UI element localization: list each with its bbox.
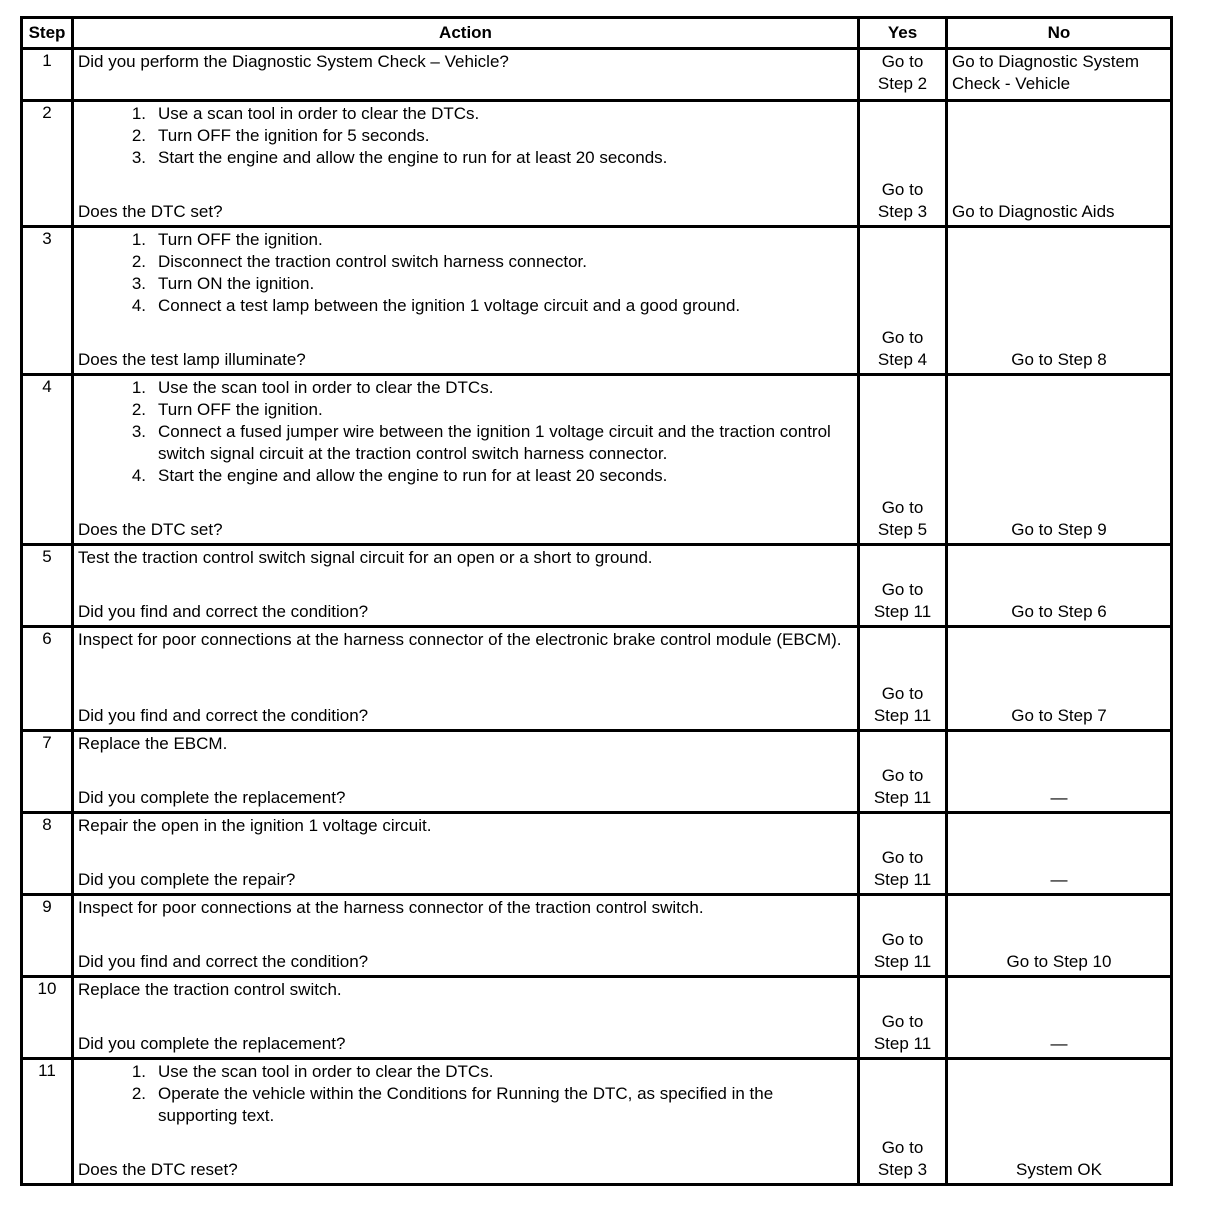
diagnostic-table [20, 16, 1173, 1186]
table-row [22, 1059, 1172, 1185]
table-row [22, 375, 1172, 545]
yes-text: Go to [881, 180, 924, 199]
action-question: Did you complete the replacement? [78, 1034, 346, 1053]
step-number: 6 [22, 627, 73, 731]
action-cell [73, 545, 859, 627]
table-row [22, 813, 1172, 895]
action-cell [73, 813, 859, 895]
no-text: System OK [1016, 1160, 1102, 1179]
list-item [78, 1061, 853, 1083]
action-text: Replace the EBCM. [78, 734, 228, 753]
step-number: 3 [22, 227, 73, 375]
no-text: Go to Step 10 [1006, 952, 1112, 971]
no-cell [947, 545, 1172, 627]
no-cell [947, 1059, 1172, 1185]
yes-cell [859, 1059, 947, 1185]
list-item-number: 4. [131, 296, 146, 315]
yes-cell [859, 375, 947, 545]
list-item-number: 1. [131, 378, 146, 397]
action-cell [73, 101, 859, 227]
header-action: Action [73, 18, 859, 49]
yes-text: Step 11 [873, 706, 932, 725]
list-item [78, 399, 853, 421]
list-item-text: Connect a test lamp between the ignition 1 voltage circuit and a good ground. [158, 296, 741, 315]
list-item-number: 2. [131, 400, 146, 419]
yes-text: Step 3 [877, 1160, 928, 1179]
yes-text: Step 11 [873, 870, 932, 889]
yes-text: Go to [881, 766, 924, 785]
list-item-text: Operate the vehicle within the Conditions for Running the DTC, as specified in the supporting text. [158, 1084, 774, 1125]
yes-cell [859, 627, 947, 731]
list-item-number: 3. [131, 148, 146, 167]
list-item-number: 3. [131, 274, 146, 293]
yes-text: Step 11 [873, 788, 932, 807]
yes-text: Go to [881, 580, 924, 599]
yes-text: Go to [881, 52, 924, 71]
action-text: Test the traction control switch signal circuit for an open or a short to ground. [78, 548, 653, 567]
list-item [78, 295, 853, 317]
list-item-number: 1. [131, 230, 146, 249]
list-item-text: Use the scan tool in order to clear the DTCs. [158, 1062, 494, 1081]
yes-cell [859, 227, 947, 375]
no-text: Go to Diagnostic Aids [952, 202, 1115, 221]
header-no: No [947, 18, 1172, 49]
yes-text: Go to [881, 328, 924, 347]
yes-text: Step 11 [873, 1034, 932, 1053]
step-number: 8 [22, 813, 73, 895]
list-item-text: Start the engine and allow the engine to run for at least 20 seconds. [158, 148, 668, 167]
no-text: Go to Step 8 [1011, 350, 1107, 369]
action-cell [73, 977, 859, 1059]
action-question: Did you complete the replacement? [78, 788, 346, 807]
no-text: Go to Diagnostic System [952, 52, 1140, 71]
list-item [78, 465, 853, 487]
yes-text: Go to [881, 1012, 924, 1031]
no-cell [947, 731, 1172, 813]
no-cell [947, 49, 1172, 101]
action-cell [73, 227, 859, 375]
step-number: 10 [22, 977, 73, 1059]
table-row [22, 627, 1172, 731]
list-item-number: 4. [131, 466, 146, 485]
action-question: Does the DTC reset? [78, 1160, 238, 1179]
list-item [78, 147, 853, 169]
step-number: 7 [22, 731, 73, 813]
yes-text: Step 11 [873, 952, 932, 971]
step-number: 11 [22, 1059, 73, 1185]
yes-text: Step 11 [873, 602, 932, 621]
action-steps-list [78, 1061, 853, 1127]
list-item [78, 1083, 853, 1127]
action-cell [73, 375, 859, 545]
yes-text: Go to [881, 498, 924, 517]
action-cell [73, 627, 859, 731]
no-text: — [1050, 870, 1068, 889]
list-item-number: 3. [131, 422, 146, 441]
list-item-number: 1. [131, 104, 146, 123]
action-question: Does the test lamp illuminate? [78, 350, 306, 369]
header-step: Step [22, 18, 73, 49]
header-row [22, 18, 1172, 49]
action-cell [73, 731, 859, 813]
step-number: 9 [22, 895, 73, 977]
no-cell [947, 227, 1172, 375]
list-item [78, 229, 853, 251]
action-cell [73, 895, 859, 977]
list-item-number: 2. [131, 1084, 146, 1103]
yes-text: Step 5 [877, 520, 928, 539]
header-yes: Yes [859, 18, 947, 49]
list-item-text: Connect a fused jumper wire between the ignition 1 voltage circuit and the traction control switch signal circuit at the traction control switch harness connector. [158, 422, 831, 463]
no-text: Go to Step 9 [1011, 520, 1107, 539]
action-steps-list [78, 377, 853, 487]
yes-text: Go to [881, 684, 924, 703]
list-item-text: Use a scan tool in order to clear the DTCs. [158, 104, 480, 123]
yes-text: Go to [881, 848, 924, 867]
no-text: Go to Step 6 [1011, 602, 1107, 621]
action-question: Does the DTC set? [78, 520, 223, 539]
no-cell [947, 101, 1172, 227]
yes-text: Go to [881, 930, 924, 949]
list-item-number: 1. [131, 1062, 146, 1081]
action-question: Did you complete the repair? [78, 870, 296, 889]
list-item-text: Start the engine and allow the engine to run for at least 20 seconds. [158, 466, 668, 485]
list-item-text: Turn OFF the ignition for 5 seconds. [158, 126, 430, 145]
list-item-text: Disconnect the traction control switch harness connector. [158, 252, 587, 271]
no-cell [947, 895, 1172, 977]
action-cell [73, 1059, 859, 1185]
table-row [22, 227, 1172, 375]
yes-cell [859, 545, 947, 627]
table-row [22, 49, 1172, 101]
action-text: Inspect for poor connections at the harness connector of the traction control switch. [78, 898, 704, 917]
no-text: — [1050, 788, 1068, 807]
table-row [22, 731, 1172, 813]
list-item [78, 273, 853, 295]
table-row [22, 101, 1172, 227]
action-text: Replace the traction control switch. [78, 980, 342, 999]
no-text: Check - Vehicle [952, 74, 1071, 93]
no-text: — [1050, 1034, 1068, 1053]
list-item-text: Turn ON the ignition. [158, 274, 315, 293]
action-question: Does the DTC set? [78, 202, 223, 221]
list-item-number: 2. [131, 252, 146, 271]
yes-text: Go to [881, 1138, 924, 1157]
no-text: Go to Step 7 [1011, 706, 1107, 725]
action-steps-list [78, 103, 853, 169]
list-item [78, 251, 853, 273]
list-item-text: Turn OFF the ignition. [158, 230, 323, 249]
yes-cell [859, 731, 947, 813]
step-number: 5 [22, 545, 73, 627]
yes-cell [859, 101, 947, 227]
list-item-number: 2. [131, 126, 146, 145]
yes-cell [859, 977, 947, 1059]
action-text: Repair the open in the ignition 1 voltage circuit. [78, 816, 432, 835]
action-question: Did you find and correct the condition? [78, 602, 369, 621]
action-text: Inspect for poor connections at the harness connector of the electronic brake control module (EBCM). [78, 630, 842, 649]
no-cell [947, 627, 1172, 731]
action-text: Did you perform the Diagnostic System Check – Vehicle? [78, 52, 509, 71]
table-row [22, 545, 1172, 627]
yes-cell [859, 895, 947, 977]
step-number: 1 [22, 49, 73, 101]
step-number: 2 [22, 101, 73, 227]
action-cell [73, 49, 859, 101]
yes-cell [859, 813, 947, 895]
list-item-text: Turn OFF the ignition. [158, 400, 323, 419]
list-item-text: Use the scan tool in order to clear the DTCs. [158, 378, 494, 397]
no-cell [947, 813, 1172, 895]
list-item [78, 103, 853, 125]
yes-text: Step 2 [877, 74, 928, 93]
action-question: Did you find and correct the condition? [78, 952, 369, 971]
yes-cell [859, 49, 947, 101]
table-row [22, 977, 1172, 1059]
no-cell [947, 375, 1172, 545]
step-number: 4 [22, 375, 73, 545]
yes-text: Step 3 [877, 202, 928, 221]
list-item [78, 377, 853, 399]
list-item [78, 125, 853, 147]
action-steps-list [78, 229, 853, 317]
action-question: Did you find and correct the condition? [78, 706, 369, 725]
no-cell [947, 977, 1172, 1059]
list-item [78, 421, 853, 465]
table-row [22, 895, 1172, 977]
yes-text: Step 4 [877, 350, 928, 369]
